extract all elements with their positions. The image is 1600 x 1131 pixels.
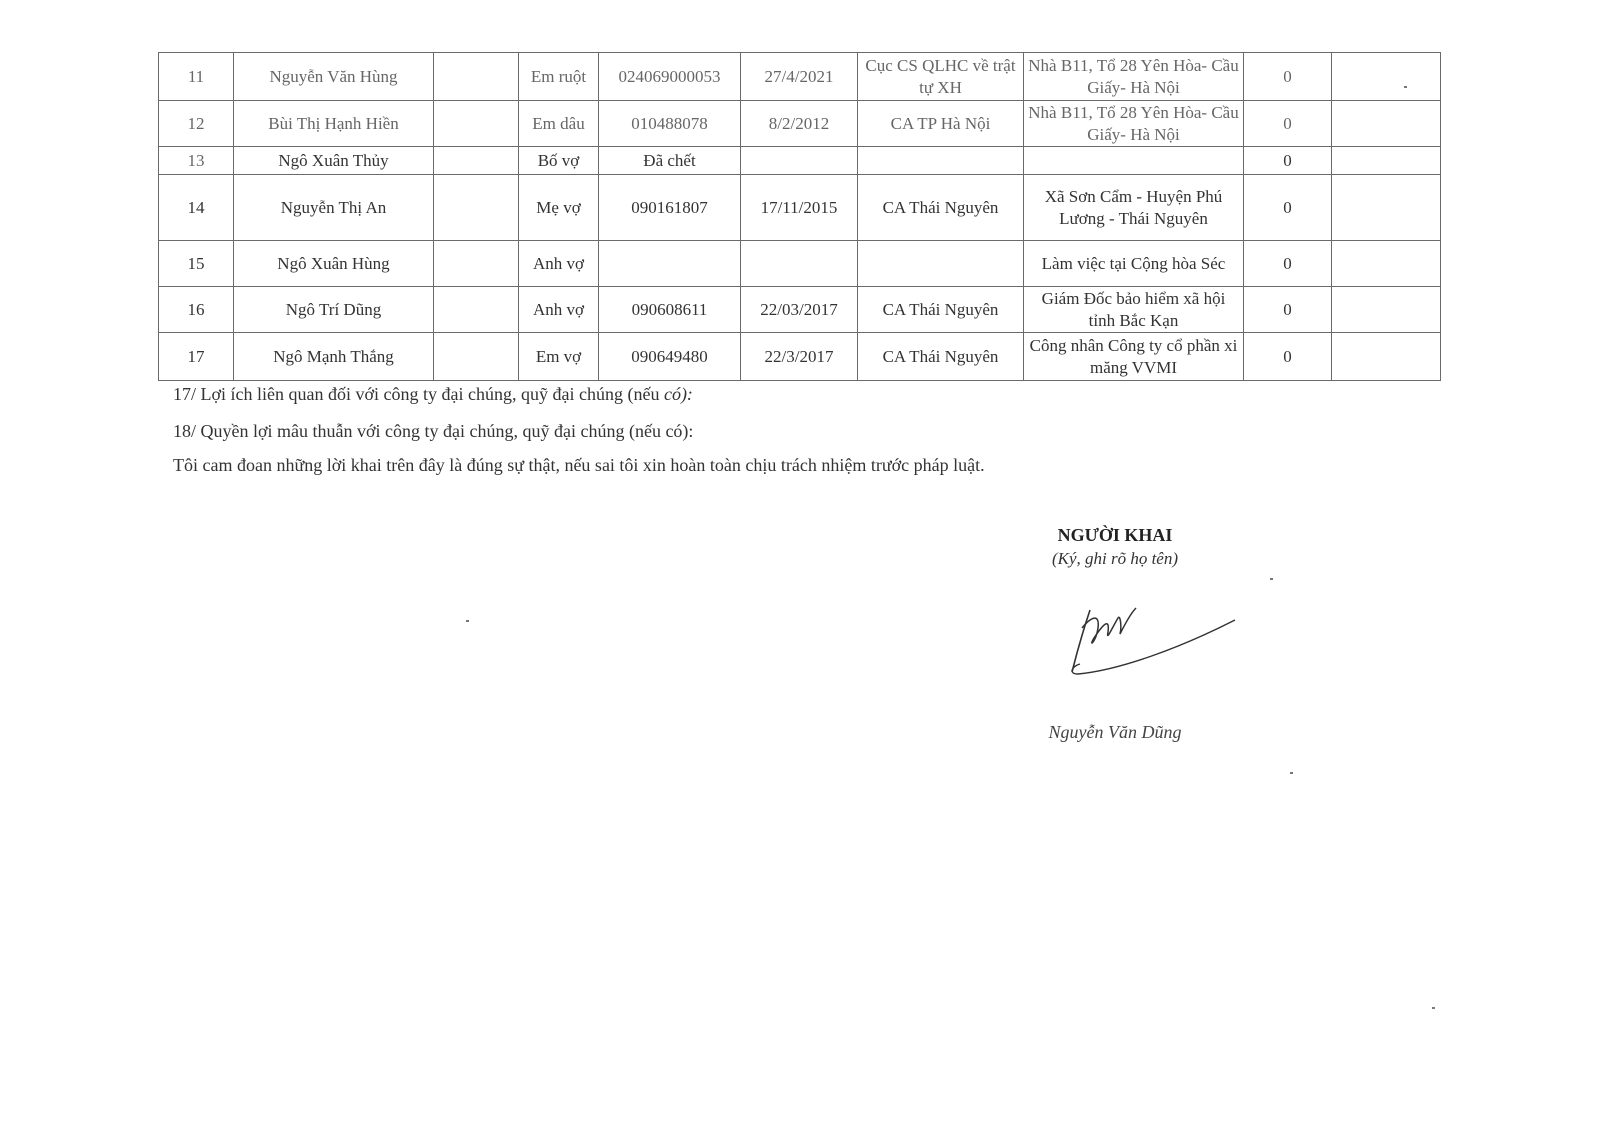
- scan-speck: [1432, 1007, 1435, 1009]
- person-name: Ngô Mạnh Thắng: [234, 333, 434, 381]
- shares-owned: 0: [1244, 53, 1332, 101]
- empty-cell: [1332, 241, 1441, 287]
- row-index: 15: [159, 241, 234, 287]
- issue-date: 8/2/2012: [741, 101, 858, 147]
- item-17-italic: có):: [663, 384, 693, 404]
- relationship: Mẹ vợ: [519, 175, 599, 241]
- spacer-cell: [434, 333, 519, 381]
- scan-speck: [466, 620, 469, 622]
- issue-date: 17/11/2015: [741, 175, 858, 241]
- person-name: Nguyễn Văn Hùng: [234, 53, 434, 101]
- table-row: [159, 287, 1441, 333]
- table-row: [159, 53, 1441, 101]
- row-index: 12: [159, 101, 234, 147]
- signer-note: (Ký, ghi rõ họ tên): [1051, 549, 1179, 568]
- item-17-line: [173, 384, 693, 405]
- person-name: Ngô Trí Dũng: [234, 287, 434, 333]
- relationship: Em ruột: [519, 53, 599, 101]
- scan-speck: [1290, 772, 1293, 774]
- shares-owned: 0: [1244, 333, 1332, 381]
- address: Xã Sơn Cẩm - Huyện Phú Lương - Thái Nguyên: [1024, 175, 1244, 241]
- table-row: [159, 241, 1441, 287]
- scan-speck: [1270, 578, 1273, 580]
- issue-date: 22/3/2017: [741, 333, 858, 381]
- issue-place: CA Thái Nguyên: [858, 333, 1024, 381]
- empty-cell: [1332, 147, 1441, 175]
- relationship: Anh vợ: [519, 287, 599, 333]
- issue-place: CA Thái Nguyên: [858, 175, 1024, 241]
- address: Làm việc tại Cộng hòa Séc: [1024, 241, 1244, 287]
- item-17-text: 17/ Lợi ích liên quan đối với công ty đại chúng, quỹ đại chúng (nếu: [173, 384, 664, 404]
- spacer-cell: [434, 101, 519, 147]
- shares-owned: 0: [1244, 175, 1332, 241]
- spacer-cell: [434, 241, 519, 287]
- issue-date: 27/4/2021: [741, 53, 858, 101]
- row-index: 14: [159, 175, 234, 241]
- row-index: 13: [159, 147, 234, 175]
- relationship: Bố vợ: [519, 147, 599, 175]
- person-name: Ngô Xuân Hùng: [234, 241, 434, 287]
- issue-place: [858, 147, 1024, 175]
- handwritten-signature: [1060, 598, 1250, 688]
- row-index: 17: [159, 333, 234, 381]
- id-number: 010488078: [599, 101, 741, 147]
- id-number: 090161807: [599, 175, 741, 241]
- address: Nhà B11, Tổ 28 Yên Hòa- Cầu Giấy- Hà Nội: [1024, 101, 1244, 147]
- shares-owned: 0: [1244, 241, 1332, 287]
- issue-date: [741, 241, 858, 287]
- signer-title: NGƯỜI KHAI: [1057, 525, 1173, 545]
- shares-owned: 0: [1244, 287, 1332, 333]
- id-number: [599, 241, 741, 287]
- person-name: Bùi Thị Hạnh Hiền: [234, 101, 434, 147]
- table-row: [159, 101, 1441, 147]
- issue-date: 22/03/2017: [741, 287, 858, 333]
- address: Công nhân Công ty cổ phần xi măng VVMI: [1024, 333, 1244, 381]
- row-index: 11: [159, 53, 234, 101]
- person-name: Ngô Xuân Thủy: [234, 147, 434, 175]
- id-number: 090649480: [599, 333, 741, 381]
- empty-cell: [1332, 53, 1441, 101]
- empty-cell: [1332, 175, 1441, 241]
- person-name: Nguyễn Thị An: [234, 175, 434, 241]
- spacer-cell: [434, 147, 519, 175]
- issue-place: CA TP Hà Nội: [858, 101, 1024, 147]
- spacer-cell: [434, 53, 519, 101]
- shares-owned: 0: [1244, 101, 1332, 147]
- id-number: Đã chết: [599, 147, 741, 175]
- scan-speck: [1404, 86, 1407, 88]
- relationship: Anh vợ: [519, 241, 599, 287]
- empty-cell: [1332, 101, 1441, 147]
- issue-date: [741, 147, 858, 175]
- relationship: Em dâu: [519, 101, 599, 147]
- relationship: Em vợ: [519, 333, 599, 381]
- spacer-cell: [434, 287, 519, 333]
- signer-name: Nguyễn Văn Dũng: [1048, 722, 1182, 742]
- table-row: [159, 147, 1441, 175]
- address: Nhà B11, Tổ 28 Yên Hòa- Cầu Giấy- Hà Nội: [1024, 53, 1244, 101]
- address: Giám Đốc bảo hiểm xã hội tỉnh Bắc Kạn: [1024, 287, 1244, 333]
- declaration-text: Tôi cam đoan những lời khai trên đây là đúng sự thật, nếu sai tôi xin hoàn toàn chịu trách nhiệm trước pháp luật.: [173, 455, 985, 475]
- id-number: 024069000053: [599, 53, 741, 101]
- empty-cell: [1332, 287, 1441, 333]
- issue-place: Cục CS QLHC về trật tự XH: [858, 53, 1024, 101]
- item-18-line: 18/ Quyền lợi mâu thuẫn với công ty đại chúng, quỹ đại chúng (nếu có):: [173, 421, 694, 441]
- issue-place: [858, 241, 1024, 287]
- row-index: 16: [159, 287, 234, 333]
- address: [1024, 147, 1244, 175]
- shares-owned: 0: [1244, 147, 1332, 175]
- related-persons-table: [158, 52, 1441, 381]
- issue-place: CA Thái Nguyên: [858, 287, 1024, 333]
- id-number: 090608611: [599, 287, 741, 333]
- empty-cell: [1332, 333, 1441, 381]
- table-row: [159, 333, 1441, 381]
- table-row: [159, 175, 1441, 241]
- spacer-cell: [434, 175, 519, 241]
